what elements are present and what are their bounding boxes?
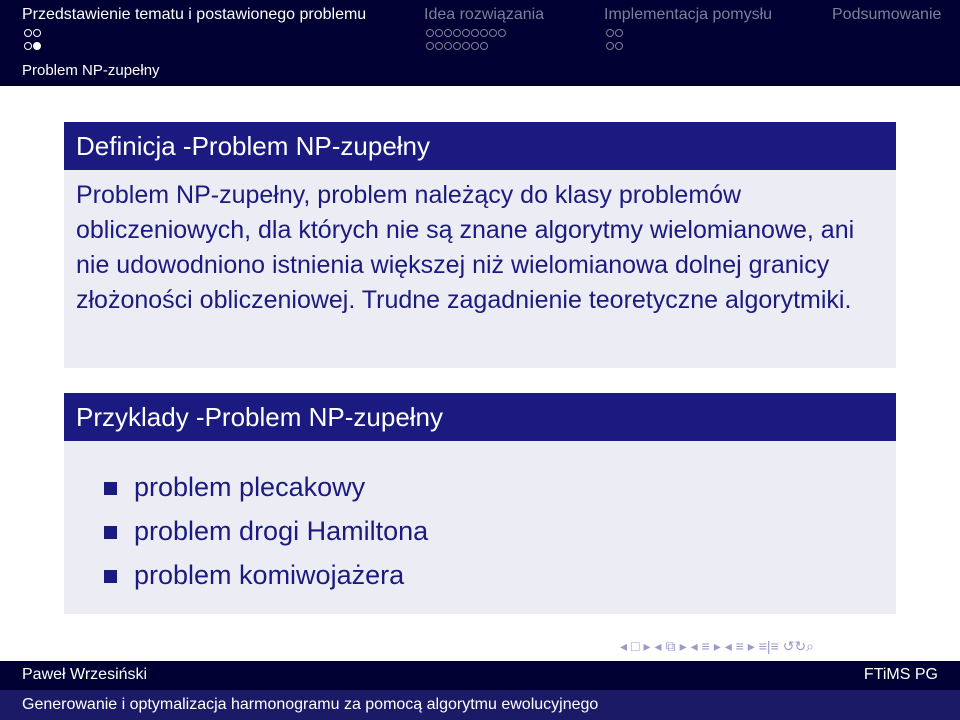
- frame-dot[interactable]: [471, 29, 479, 37]
- frame-dot[interactable]: [462, 42, 470, 50]
- frame-dot[interactable]: [24, 29, 32, 37]
- frame-dot[interactable]: [444, 29, 452, 37]
- frame-dot[interactable]: [435, 42, 443, 50]
- list-item-label: problem plecakowy: [134, 472, 366, 502]
- frame-dot[interactable]: [606, 29, 614, 37]
- square-bullet-icon: [104, 482, 117, 495]
- footer-author: Paweł Wrzesiński: [22, 666, 148, 683]
- subsection-title: Problem NP-zupełny: [22, 62, 160, 79]
- frame-dot[interactable]: [489, 29, 497, 37]
- frame-dot[interactable]: [24, 42, 32, 50]
- frame-dot[interactable]: [435, 29, 443, 37]
- examples-block-title: Przyklady -Problem NP-zupełny: [64, 393, 896, 441]
- section-3-frame-dots: [606, 29, 623, 55]
- list-item-label: problem drogi Hamiltona: [134, 516, 429, 546]
- list-item: [102, 509, 896, 553]
- section-link-3[interactable]: Implementacja pomysłu: [604, 6, 773, 23]
- nav-next-section-icon[interactable]: ◂ ≡ ▸: [724, 638, 755, 654]
- frame-dot[interactable]: [453, 29, 461, 37]
- nav-frame-icon[interactable]: □: [631, 638, 640, 654]
- section-navigation: [0, 0, 960, 62]
- nav-prev-section-icon[interactable]: ◂ ≡: [690, 638, 710, 654]
- frame-dot[interactable]: [426, 42, 434, 50]
- frame-dot[interactable]: [498, 29, 506, 37]
- frame-dot[interactable]: [480, 42, 488, 50]
- square-bullet-icon: [104, 526, 117, 539]
- list-item: [102, 465, 896, 509]
- nav-next-frame-icon[interactable]: ▸: [643, 638, 651, 654]
- footer-author-bar: [0, 661, 960, 690]
- frame-dot[interactable]: [453, 42, 461, 50]
- section-1-frame-dots: [24, 29, 41, 55]
- nav-prev-subsection-icon[interactable]: ◂: [654, 638, 662, 654]
- frame-dot[interactable]: [606, 42, 614, 50]
- nav-section-icon[interactable]: ▸: [713, 638, 721, 654]
- nav-back-icon[interactable]: ≡|≡: [758, 638, 779, 654]
- current-frame-dot[interactable]: [33, 42, 41, 50]
- definition-block-title: Definicja -Problem NP-zupełny: [64, 122, 896, 170]
- examples-block: [64, 393, 896, 614]
- frame-dot[interactable]: [462, 29, 470, 37]
- nav-search-icon[interactable]: ↺↻⌕: [782, 638, 815, 654]
- definition-block: [64, 122, 896, 368]
- square-bullet-icon: [104, 570, 117, 583]
- beamer-navigation-symbols: [620, 638, 814, 655]
- header-bar: [0, 0, 960, 86]
- nav-prev-frame-icon[interactable]: ◂: [620, 638, 628, 654]
- frame-dot[interactable]: [615, 42, 623, 50]
- section-link-2[interactable]: Idea rozwiązania: [424, 6, 545, 23]
- frame-dot[interactable]: [615, 29, 623, 37]
- section-link-1[interactable]: Przedstawienie tematu i postawionego problemu: [22, 6, 367, 23]
- definition-block-body: Problem NP-zupełny, problem należący do klasy problemów obliczeniowych, dla których nie są znane algorytmy wielomianowe, ani nie udowodniono istnienia większej niż wielomianowa dolnej granicy złożoności obliczeniowej. Trudne zagadnienie teoretyczne algorytmiki.: [76, 181, 855, 314]
- nav-subsection-icon[interactable]: ⧉: [665, 638, 676, 654]
- frame-dot[interactable]: [444, 42, 452, 50]
- frame-dot[interactable]: [33, 29, 41, 37]
- frame-dot[interactable]: [471, 42, 479, 50]
- footer-title-bar: [0, 690, 960, 720]
- section-link-4[interactable]: Podsumowanie: [832, 6, 942, 23]
- frame-dot[interactable]: [426, 29, 434, 37]
- frame-dot[interactable]: [480, 29, 488, 37]
- nav-next-subsection-icon[interactable]: ▸: [679, 638, 687, 654]
- section-2-frame-dots: [426, 29, 506, 55]
- list-item-label: problem komiwojażera: [134, 560, 405, 590]
- footer-institute: FTiMS PG: [863, 666, 938, 683]
- examples-list: [64, 441, 896, 597]
- list-item: [102, 553, 896, 597]
- footer-presentation-title: Generowanie i optymalizacja harmonogramu za pomocą algorytmu ewolucyjnego: [22, 696, 599, 713]
